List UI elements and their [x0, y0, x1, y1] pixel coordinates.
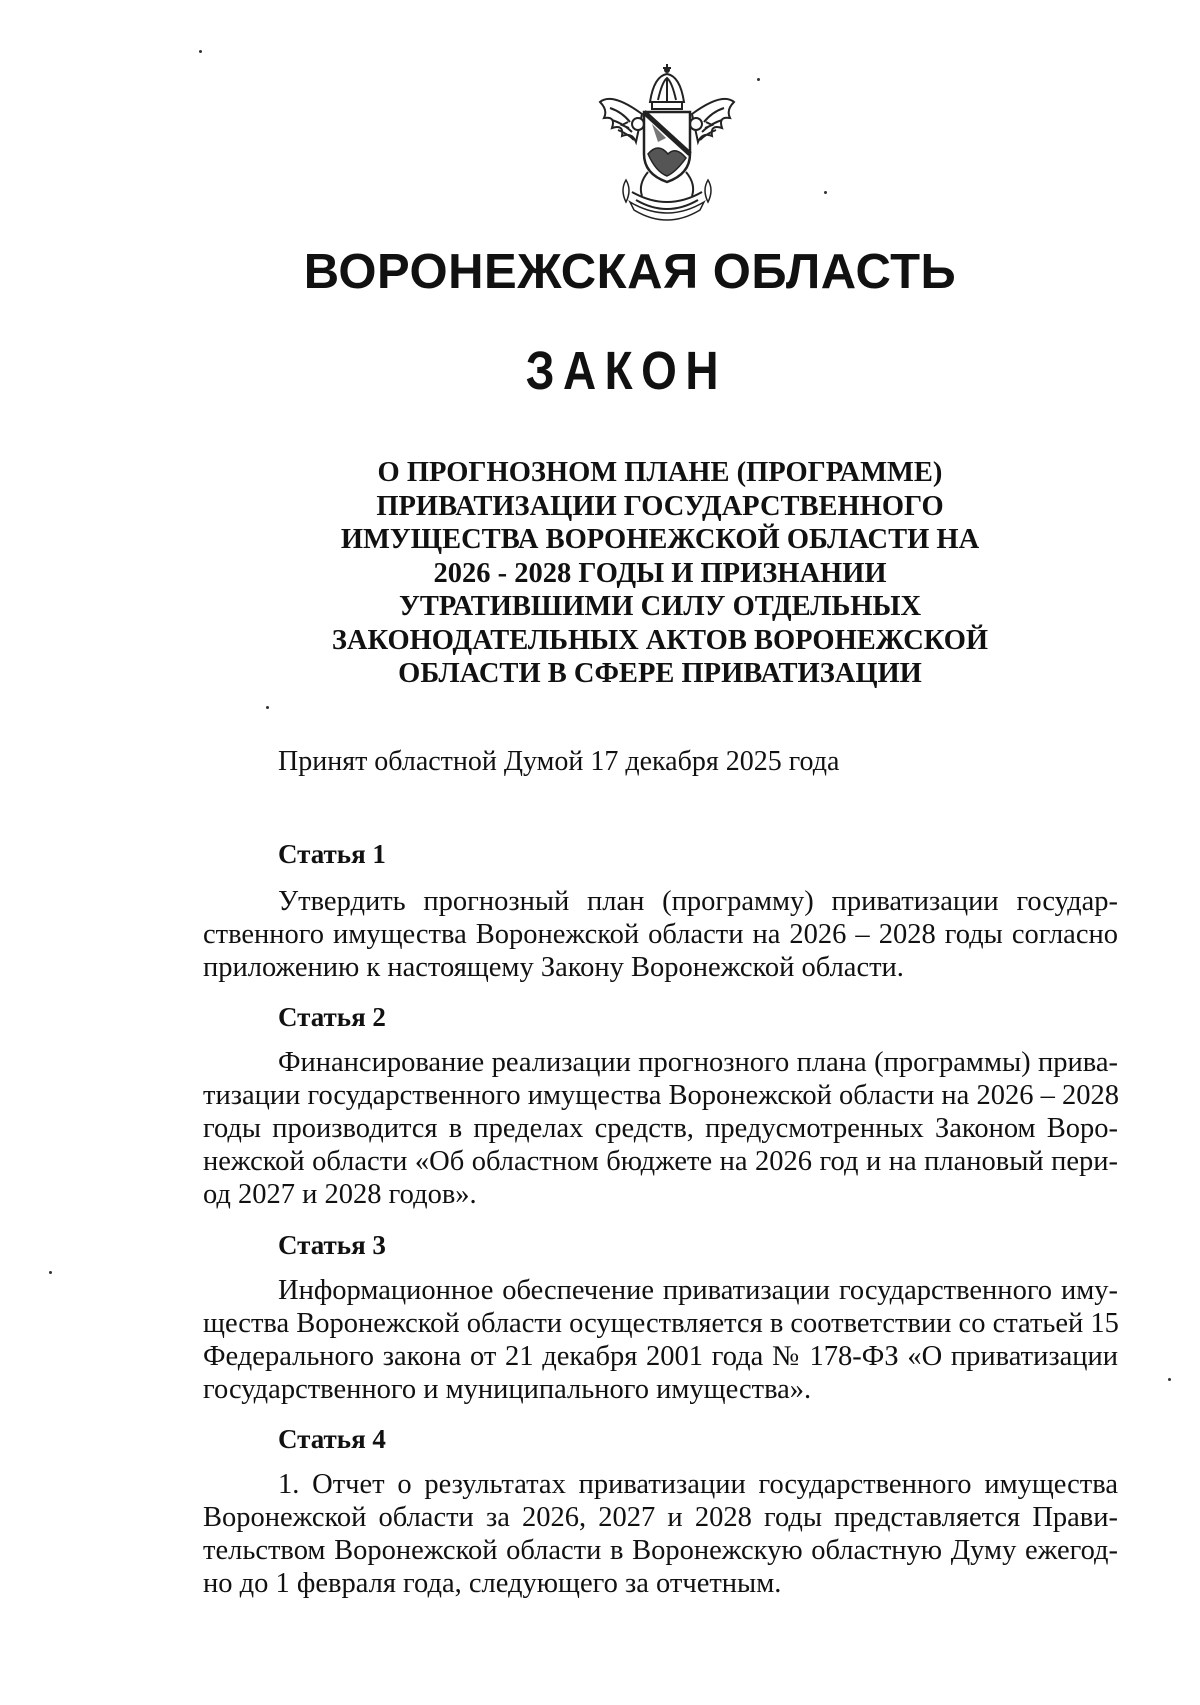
- article-4-text-line: но до 1 февраля года, следующего за отчетным.: [203, 1568, 782, 1599]
- law-title: [300, 456, 1020, 691]
- scan-speck: [49, 1271, 52, 1274]
- article-2-heading: Статья 2: [278, 1002, 386, 1032]
- article-2-text-line: годы производится в пределах средств, предусмотренных Законом Воро-: [203, 1113, 1118, 1144]
- article-1-text-line: Утвердить прогнозный план (программу) приватизации государ-: [278, 886, 1118, 917]
- article-2-text-line: нежской области «Об областном бюджете на 2026 год и на плановый пери-: [203, 1146, 1118, 1177]
- scan-speck: [266, 706, 269, 709]
- article-1-text-line: ственного имущества Воронежской области на 2026 – 2028 годы согласно: [203, 919, 1118, 950]
- document-type: ЗАКОН: [525, 341, 727, 401]
- article-4-text-line: 1. Отчет о результатах приватизации государственного имущества: [278, 1469, 1118, 1500]
- scan-speck: [824, 191, 827, 194]
- article-4-text-line: тельством Воронежской области в Воронежскую областную Думу ежегод-: [203, 1535, 1118, 1566]
- law-title-line: ОБЛАСТИ В СФЕРЕ ПРИВАТИЗАЦИИ: [398, 658, 922, 689]
- scan-speck: [757, 78, 760, 81]
- article-3-text-line: щества Воронежской области осуществляется в соответствии со статьей 15: [203, 1308, 1119, 1339]
- law-title-line: ИМУЩЕСТВА ВОРОНЕЖСКОЙ ОБЛАСТИ НА: [340, 524, 980, 555]
- article-4-text-line: Воронежской области за 2026, 2027 и 2028 годы представляется Прави-: [203, 1502, 1118, 1533]
- article-1-text-line: приложению к настоящему Закону Воронежской области.: [203, 952, 904, 983]
- law-title-line: О ПРОГНОЗНОМ ПЛАНЕ (ПРОГРАММЕ): [377, 457, 943, 488]
- law-title-line: ПРИВАТИЗАЦИИ ГОСУДАРСТВЕННОГО: [376, 490, 944, 522]
- law-title-line: ЗАКОНОДАТЕЛЬНЫХ АКТОВ ВОРОНЕЖСКОЙ: [331, 624, 989, 656]
- article-2-text-line: Финансирование реализации прогнозного плана (программы) прива-: [278, 1047, 1118, 1078]
- scan-speck: [1168, 1378, 1171, 1381]
- article-1-heading: Статья 1: [278, 839, 386, 869]
- article-3-text-line: государственного и муниципального имущества».: [203, 1374, 812, 1405]
- article-3-heading: Статья 3: [278, 1230, 386, 1260]
- region-title: ВОРОНЕЖСКАЯ ОБЛАСТЬ: [303, 245, 957, 299]
- article-2-text-line: тизации государственного имущества Воронежской области на 2026 – 2028: [203, 1080, 1119, 1111]
- adoption-note: Принят областной Думой 17 декабря 2025 года: [278, 746, 840, 777]
- voronezh-coat-of-arms-icon: [582, 62, 752, 222]
- law-title-line: 2026 - 2028 ГОДЫ И ПРИЗНАНИИ: [433, 557, 887, 589]
- article-4-heading: Статья 4: [278, 1424, 386, 1454]
- article-2-text-line: од 2027 и 2028 годов».: [203, 1179, 477, 1210]
- article-3-text-line: Федерального закона от 21 декабря 2001 года № 178-ФЗ «О приватизации: [203, 1341, 1118, 1372]
- scan-speck: [199, 50, 202, 53]
- law-title-line: УТРАТИВШИМИ СИЛУ ОТДЕЛЬНЫХ: [398, 591, 922, 622]
- article-3-text-line: Информационное обеспечение приватизации государственного иму-: [278, 1275, 1118, 1306]
